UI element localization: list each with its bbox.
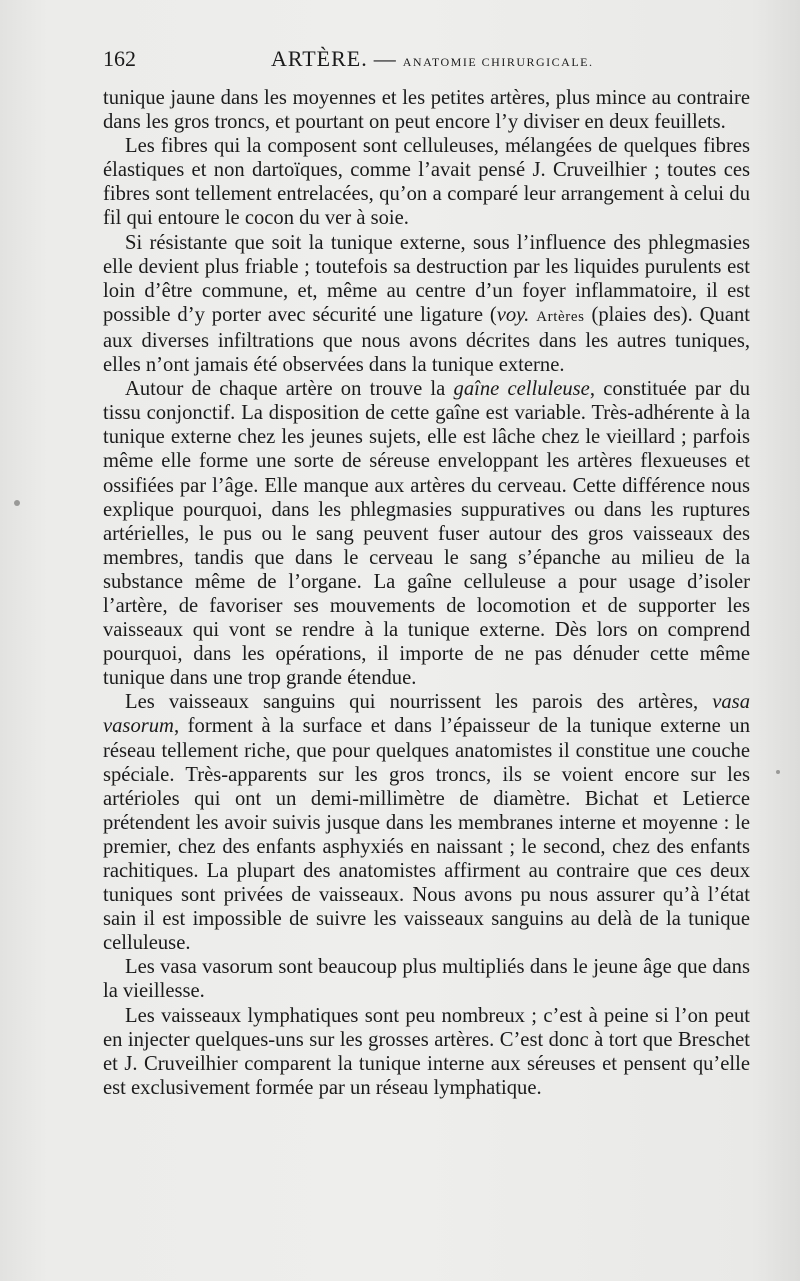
paragraph <box>103 231 750 378</box>
running-title-dash: — <box>373 46 397 71</box>
paragraph <box>103 134 750 230</box>
text-run: Les vaisseaux sanguins qui nourrissent les parois des artères, <box>125 691 713 714</box>
page-number: 162 <box>103 46 136 71</box>
text-run: , constituée par du tissu conjonctif. La disposition de cette gaîne est variable. Très-adhérente à la tunique externe chez les jeunes sujets, elle est lâche chez le vieillard ; parfois même elle forme une sorte de séreuse enveloppant les artères flexueuses et ossifiées par l’âge. Elle manque aux artères du cerveau. Cette différence nous explique pourquoi, dans les phlegmasies suppuratives ou dans les ruptures artérielles, le pus ou le sang peuvent fuser autour des gros vaisseaux des membres, tandis que dans le cerveau le sang s’épanche au milieu de la substance même de l’organe. La gaîne celluleuse a pour usage d’isoler l’artère, de favoriser ses mouvements de locomotion et de supporter les vaisseaux qui vont se rendre à la tunique externe. Dès lors on comprend pourquoi, dans les opérations, il importe de ne pas dénuder cette même tunique dans une trop grande étendue. <box>103 378 750 690</box>
paragraph <box>103 690 750 955</box>
small-caps-text: Artères <box>536 308 585 325</box>
text-run: Autour de chaque artère on trouve la <box>125 378 454 401</box>
running-title-sub: ANATOMIE CHIRURGICALE. <box>402 55 594 69</box>
running-title-main: ARTÈRE. <box>271 46 368 71</box>
margin-speck <box>14 500 20 506</box>
paragraph <box>103 86 750 134</box>
text-run: (plaies des). Quant aux diverses infiltrations que nous avons décrites dans les autres tuniques, elles n’ont jamais été observées dans la tunique externe. <box>103 303 750 377</box>
page-header <box>103 46 753 74</box>
italic-text: gaîne celluleuse <box>453 378 590 401</box>
text-run: tunique jaune dans les moyennes et les petites artères, plus mince au contraire dans les gros troncs, et pourtant on peut encore l’y diviser en deux feuillets. <box>103 87 750 134</box>
running-title <box>271 46 594 72</box>
text-run: Les vasa vasorum sont beaucoup plus multipliés dans le jeune âge que dans la vieillesse. <box>103 956 750 1003</box>
text-run: , forment à la surface et dans l’épaisseur de la tunique externe un réseau tellement riche, que pour quelques anatomistes il constitue une couche spéciale. Très-apparents sur les gros troncs, ils se voient encore sur les artérioles qui ont un demi-millimètre de diamètre. Bichat et Letierce prétendent les avoir suivis jusque dans les membranes interne et moyenne : le premier, chez des enfants asphyxiés en naissant ; le second, chez des enfants rachitiques. La plupart des anatomistes affirment au contraire que ces deux tuniques sont privées de vaisseaux. Nous avons pu nous assurer qu’à l’état sain il est impossible de suivre les vaisseaux sanguins au delà de la tunique celluleuse. <box>103 715 750 955</box>
text-run: Les vaisseaux lymphatiques sont peu nombreux ; c’est à peine si l’on peut en injecter quelques-uns sur les grosses artères. C’est donc à tort que Breschet et J. Cruveilhier comparent la tunique interne aux séreuses et pensent qu’elle est exclusivement formée par un réseau lymphatique. <box>103 1004 750 1099</box>
body-text <box>103 86 750 1100</box>
italic-text: voy. <box>496 303 530 326</box>
italic-text: vasa vasorum <box>103 691 750 738</box>
paragraph <box>103 955 750 1003</box>
paragraph <box>103 377 750 690</box>
text-run: Si résistante que soit la tunique externe, sous l’influence des phlegmasies elle devient plus friable ; toutefois sa destruction par les liquides purulents est loin d’être commune, et, même au centre d’un foyer inflammatoire, il est possible d’y porter avec sécurité une ligature ( <box>103 231 750 326</box>
text-run: Les fibres qui la composent sont celluleuses, mélangées de quelques fibres élastiques et non dartoïques, comme l’avait pensé J. Cruveilhier ; toutes ces fibres sont tellement entrelacées, qu’on a comparé leur arrangement à celui du fil qui entoure le cocon du ver à soie. <box>103 135 750 230</box>
paragraph <box>103 1004 750 1100</box>
margin-speck <box>776 770 780 774</box>
